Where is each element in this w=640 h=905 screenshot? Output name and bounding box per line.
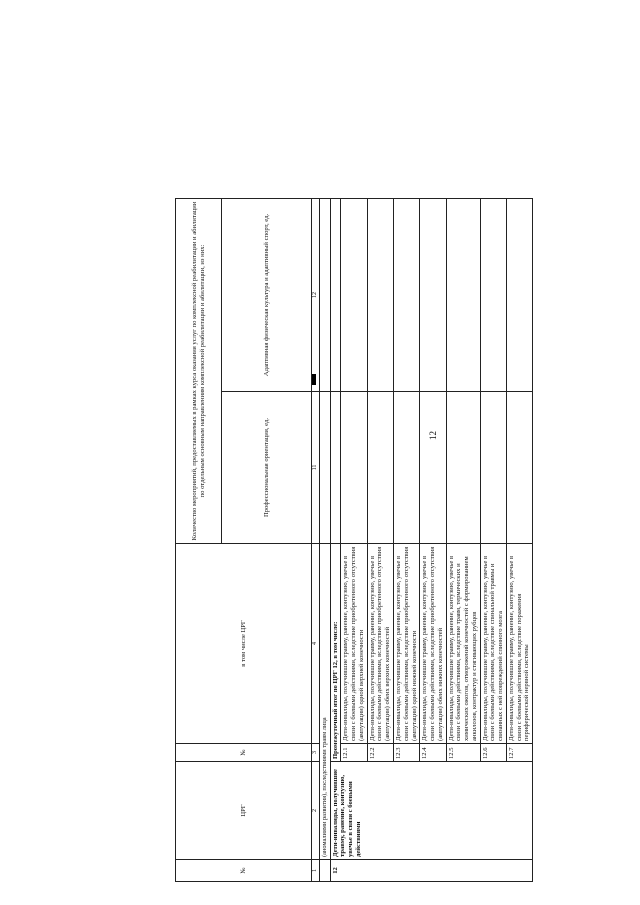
- main-row-crg: Дети-инвалиды, получившие травму, ранение, контузию, увечье в связи с боевыми действиями: [330, 762, 533, 860]
- subtotal-label: Промежуточный итог по ЦРГ 12, в том числе:: [330, 544, 341, 762]
- rotated-table-container: [175, 199, 588, 882]
- row-text: Дети-инвалиды, получившие травму, ранение, контузию, увечье в связи с боевыми действиями, вследствие спинальной травмы и связанных с ней повреждений спинного мозга: [480, 544, 506, 744]
- row-text: Дети-инвалиды, получившие травму, ранение, контузию, увечье в связи с боевыми действиями, вследствие приобретенного отсутствия (ампутации) одной нижней конечности: [393, 544, 419, 744]
- row-no: 12.6: [480, 744, 506, 762]
- row-no: 12.1: [341, 744, 367, 762]
- row-text: Дети-инвалиды, получившие травму, ранение, контузию, увечье в связи с боевыми действиями, вследствие приобретенного отсутствия (ампутации) обеих нижних конечностей: [420, 544, 446, 744]
- header-count: Количество мероприятий, предоставляемых в рамках курса оказания услуг по комплексной реабилитации и абилитации по отдельным основным направлениям комплексной реабилитации и абилитации, из них:: [176, 199, 222, 544]
- row-no: 12.4: [420, 744, 446, 762]
- row-no: 12.7: [506, 744, 532, 762]
- colnum-4: 4: [312, 544, 320, 744]
- row-text: Дети-инвалиды, получившие травму, ранение, контузию, увечье в связи с боевыми действиями, вследствие травм, термических и химических ожогов, отморожений конечностей с формированием анкилозов, контрактур и стягивающих рубцов: [446, 544, 480, 744]
- colnum-2: 2: [312, 762, 320, 860]
- row-text: Дети-инвалиды, получившие травму, ранение, контузию, увечье в связи с боевыми действиями, вследствие поражения периферической нервной системы: [506, 544, 532, 744]
- header-no: №: [176, 860, 312, 882]
- main-row-no: 12: [330, 860, 533, 882]
- header-in-crg: в том числе ЦРГ: [176, 544, 312, 744]
- header-crg-no: №: [176, 744, 312, 762]
- header-col12: Адаптивная физическая культура и адаптивный спорт, ед.: [222, 199, 312, 392]
- row-text: Дети-инвалиды, получившие травму, ранение, контузию, увечье в связи с боевыми действиями, вследствие приобретенного отсутствия (ампутации) одной верхней конечности: [341, 544, 367, 744]
- header-crg: ЦРГ: [176, 762, 312, 860]
- row-no: 12.2: [367, 744, 393, 762]
- colnum-1: 1: [312, 860, 320, 882]
- services-table: [175, 198, 533, 882]
- colnum-12: 12: [312, 199, 320, 392]
- colnum-11: 11: [312, 392, 320, 544]
- group-continuation: (аномалиями развития), последствиями травм лица: [320, 544, 331, 860]
- row-no: 12.5: [446, 744, 480, 762]
- row-text: Дети-инвалиды, получившие травму, ранение, контузию, увечье в связи с боевыми действиями, вследствие приобретенного отсутствия (ампутации) обеих верхних конечностей: [367, 544, 393, 744]
- page-number: 12: [428, 431, 438, 440]
- row-no: 12.3: [393, 744, 419, 762]
- header-col11: Профессиональная ориентация, ед.: [222, 392, 312, 544]
- colnum-3: 3: [312, 744, 320, 762]
